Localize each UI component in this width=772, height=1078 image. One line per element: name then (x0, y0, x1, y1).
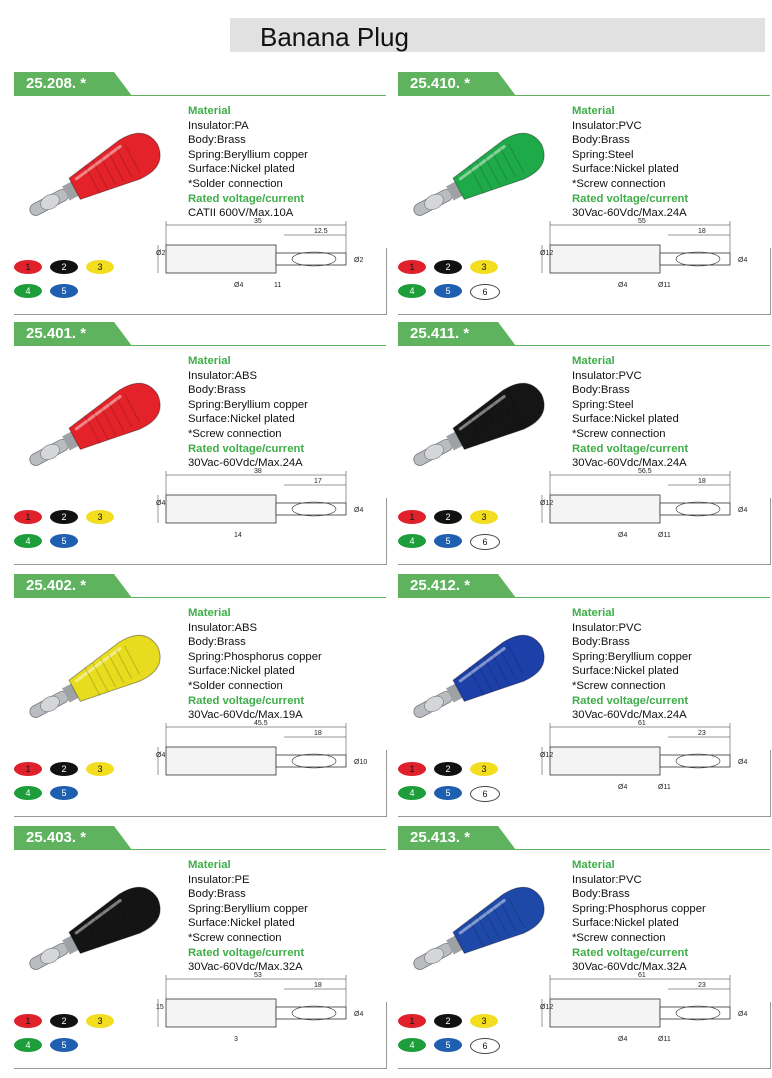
dimension-label: Ø4 (738, 257, 748, 264)
spring-spec: Spring:Beryllium copper (188, 398, 308, 411)
color-option-dot: 5 (50, 284, 78, 298)
surface-spec: Surface:Nickel plated (188, 163, 295, 176)
product-card (14, 826, 386, 1076)
color-option-dot: 1 (398, 260, 426, 274)
dimension-label: 18 (314, 730, 322, 737)
dimension-label: Ø4 (738, 1011, 748, 1018)
color-option-dot: 2 (434, 762, 462, 776)
body-spec: Body:Brass (188, 134, 246, 147)
surface-spec: Surface:Nickel plated (188, 917, 295, 930)
product-card (14, 72, 386, 322)
color-option-dot: 2 (434, 510, 462, 524)
spec-list (572, 606, 692, 723)
section-divider (398, 95, 770, 96)
color-option-dot: 4 (398, 284, 426, 298)
material-heading: Material (188, 105, 231, 117)
dimension-label: Ø11 (658, 282, 671, 289)
insulator-spec: Insulator:PE (188, 873, 250, 886)
product-card (398, 72, 770, 322)
color-option-dot: 6 (470, 1038, 500, 1054)
dimension-label: Ø11 (658, 784, 671, 791)
product-code: 25.413. * (410, 829, 471, 846)
dimension-label: 45.5 (254, 720, 268, 727)
material-heading: Material (572, 859, 615, 871)
product-code: 25.402. * (26, 577, 87, 594)
dimension-label: 61 (638, 720, 646, 727)
color-option-dot: 2 (50, 510, 78, 524)
insulator-spec: Insulator:PVC (572, 621, 642, 634)
color-option-dot: 3 (86, 1014, 114, 1028)
dimension-label: 14 (234, 532, 242, 539)
insulator-spec: Insulator:PVC (572, 369, 642, 382)
color-option-dot: 2 (50, 260, 78, 274)
dimension-label: 56.5 (638, 468, 652, 475)
page-title: Banana Plug (260, 22, 409, 52)
product-card (398, 322, 770, 572)
color-option-dot: 3 (470, 1014, 498, 1028)
rating-spec: CATII 600V/Max.10A (188, 207, 294, 220)
color-option-dot: 5 (50, 1038, 78, 1052)
rating-heading: Rated voltage/current (572, 946, 689, 959)
color-option-dot: 2 (50, 1014, 78, 1028)
color-option-dot: 5 (434, 1038, 462, 1052)
material-heading: Material (572, 355, 615, 367)
color-option-dot: 3 (86, 260, 114, 274)
spec-list (188, 354, 308, 471)
surface-spec: Surface:Nickel plated (188, 413, 295, 426)
color-options (14, 260, 134, 310)
color-option-dot: 5 (50, 786, 78, 800)
insulator-spec: Insulator:ABS (188, 621, 258, 634)
dimension-label: 38 (254, 468, 262, 475)
dimension-label: Ø12 (540, 500, 554, 507)
rating-heading: Rated voltage/current (188, 442, 305, 455)
section-divider (14, 597, 386, 598)
color-option-dot: 6 (470, 534, 500, 550)
surface-spec: Surface:Nickel plated (572, 163, 679, 176)
rating-spec: 30Vac-60Vdc/Max.24A (572, 207, 687, 220)
product-code: 25.411. * (410, 325, 470, 342)
dimension-label: Ø4 (156, 752, 166, 759)
surface-spec: Surface:Nickel plated (572, 413, 679, 426)
connection-spec: *Screw connection (572, 679, 666, 692)
dimension-label: Ø4 (354, 1011, 364, 1018)
connection-spec: *Screw connection (188, 427, 282, 440)
material-heading: Material (572, 105, 615, 117)
dimension-label: Ø4 (738, 507, 748, 514)
color-option-dot: 6 (470, 786, 500, 802)
color-option-dot: 5 (50, 534, 78, 548)
insulator-spec: Insulator:PVC (572, 873, 642, 886)
dimension-label: Ø12 (540, 752, 554, 759)
rating-spec: 30Vac-60Vdc/Max.24A (572, 457, 687, 470)
dimension-label: 15 (156, 1004, 164, 1011)
product-code: 25.410. * (410, 75, 471, 92)
dimension-label: Ø4 (618, 1036, 628, 1043)
color-option-dot: 3 (470, 510, 498, 524)
color-option-dot: 4 (14, 1038, 42, 1052)
product-card (14, 574, 386, 824)
material-heading: Material (188, 607, 231, 619)
spring-spec: Spring:Steel (572, 398, 634, 411)
connection-spec: *Solder connection (188, 679, 283, 692)
section-divider (14, 849, 386, 850)
color-option-dot: 2 (434, 1014, 462, 1028)
color-options (14, 510, 134, 560)
color-option-dot: 4 (14, 284, 42, 298)
color-option-dot: 5 (434, 786, 462, 800)
dimension-label: Ø4 (156, 500, 166, 507)
product-card (14, 322, 386, 572)
connection-spec: *Screw connection (188, 931, 282, 944)
color-options (398, 260, 518, 310)
color-option-dot: 6 (470, 284, 500, 300)
color-options (398, 762, 518, 812)
color-options (398, 1014, 518, 1064)
spring-spec: Spring:Beryllium copper (188, 902, 308, 915)
dimension-label: 55 (638, 218, 646, 225)
color-option-dot: 3 (86, 762, 114, 776)
color-option-dot: 5 (434, 284, 462, 298)
spec-list (572, 104, 688, 221)
color-option-dot: 1 (398, 510, 426, 524)
insulator-spec: Insulator:PVC (572, 119, 642, 132)
spec-list (572, 858, 706, 975)
dimension-drawing (538, 971, 763, 1049)
dimension-label: Ø2 (156, 250, 166, 257)
section-divider (398, 597, 770, 598)
connection-spec: *Screw connection (572, 427, 666, 440)
rating-spec: 30Vac-60Vdc/Max.32A (188, 961, 303, 974)
dimension-label: 3 (234, 1036, 238, 1043)
body-spec: Body:Brass (188, 636, 246, 649)
body-spec: Body:Brass (572, 636, 630, 649)
dimension-label: 18 (314, 982, 322, 989)
color-options (14, 1014, 134, 1064)
dimension-label: 23 (698, 730, 706, 737)
color-option-dot: 1 (398, 762, 426, 776)
body-spec: Body:Brass (572, 888, 630, 901)
rating-heading: Rated voltage/current (572, 694, 689, 707)
material-heading: Material (572, 607, 615, 619)
spring-spec: Spring:Steel (572, 148, 634, 161)
rating-heading: Rated voltage/current (572, 442, 689, 455)
color-option-dot: 3 (470, 260, 498, 274)
color-option-dot: 1 (14, 762, 42, 776)
section-divider (398, 345, 770, 346)
dimension-drawing (538, 217, 763, 295)
spring-spec: Spring:Phosphorus copper (188, 650, 322, 663)
color-option-dot: 4 (14, 534, 42, 548)
section-divider (14, 345, 386, 346)
product-code: 25.412. * (410, 577, 471, 594)
color-option-dot: 4 (398, 1038, 426, 1052)
rating-heading: Rated voltage/current (188, 192, 305, 205)
insulator-spec: Insulator:PA (188, 119, 249, 132)
surface-spec: Surface:Nickel plated (572, 665, 679, 678)
body-spec: Body:Brass (188, 888, 246, 901)
connection-spec: *Screw connection (572, 177, 666, 190)
dimension-label: Ø4 (618, 532, 628, 539)
section-divider (14, 95, 386, 96)
spring-spec: Spring:Phosphorus copper (572, 902, 706, 915)
spring-spec: Spring:Beryllium copper (572, 650, 692, 663)
surface-spec: Surface:Nickel plated (188, 665, 295, 678)
dimension-label: 23 (698, 982, 706, 989)
color-option-dot: 3 (470, 762, 498, 776)
rating-spec: 30Vac-60Vdc/Max.32A (572, 961, 687, 974)
product-code: 25.403. * (26, 829, 87, 846)
material-heading: Material (188, 355, 231, 367)
body-spec: Body:Brass (572, 134, 630, 147)
spring-spec: Spring:Beryllium copper (188, 148, 308, 161)
product-card (398, 826, 770, 1076)
rating-heading: Rated voltage/current (188, 694, 305, 707)
rating-spec: 30Vac-60Vdc/Max.24A (572, 709, 687, 722)
dimension-label: 35 (254, 218, 262, 225)
dimension-label: Ø4 (234, 282, 244, 289)
surface-spec: Surface:Nickel plated (572, 917, 679, 930)
spec-list (188, 104, 308, 221)
color-option-dot: 2 (50, 762, 78, 776)
dimension-drawing (538, 719, 763, 797)
color-option-dot: 5 (434, 534, 462, 548)
dimension-drawing (154, 217, 379, 295)
product-code: 25.208. * (26, 75, 87, 92)
material-heading: Material (188, 859, 231, 871)
insulator-spec: Insulator:ABS (188, 369, 258, 382)
rating-spec: 30Vac-60Vdc/Max.19A (188, 709, 303, 722)
rating-spec: 30Vac-60Vdc/Max.24A (188, 457, 303, 470)
dimension-label: Ø4 (618, 282, 628, 289)
body-spec: Body:Brass (572, 384, 630, 397)
dimension-label: Ø11 (658, 1036, 671, 1043)
dimension-label: Ø2 (354, 257, 364, 264)
spec-list (188, 858, 308, 975)
dimension-label: 18 (698, 478, 706, 485)
spec-list (188, 606, 322, 723)
rating-heading: Rated voltage/current (188, 946, 305, 959)
title-bar (230, 18, 765, 52)
color-option-dot: 4 (398, 786, 426, 800)
color-option-dot: 1 (14, 510, 42, 524)
color-options (398, 510, 518, 560)
dimension-label: 12.5 (314, 228, 328, 235)
product-code: 25.401. * (26, 325, 87, 342)
dimension-label: Ø4 (618, 784, 628, 791)
dimension-drawing (154, 971, 379, 1049)
spec-list (572, 354, 688, 471)
dimension-label: 18 (698, 228, 706, 235)
rating-heading: Rated voltage/current (572, 192, 689, 205)
connection-spec: *Screw connection (572, 931, 666, 944)
connection-spec: *Solder connection (188, 177, 283, 190)
dimension-drawing (154, 719, 379, 797)
body-spec: Body:Brass (188, 384, 246, 397)
color-option-dot: 4 (398, 534, 426, 548)
dimension-label: 17 (314, 478, 322, 485)
section-divider (398, 849, 770, 850)
dimension-label: Ø4 (354, 507, 364, 514)
dimension-label: 61 (638, 972, 646, 979)
color-option-dot: 3 (86, 510, 114, 524)
dimension-label: Ø10 (354, 759, 368, 766)
dimension-label: Ø11 (658, 532, 671, 539)
color-option-dot: 2 (434, 260, 462, 274)
color-option-dot: 4 (14, 786, 42, 800)
dimension-label: Ø12 (540, 1004, 554, 1011)
color-options (14, 762, 134, 812)
dimension-label: 53 (254, 972, 262, 979)
dimension-label: Ø4 (738, 759, 748, 766)
dimension-label: 11 (274, 282, 282, 289)
color-option-dot: 1 (14, 260, 42, 274)
dimension-drawing (538, 467, 763, 545)
color-option-dot: 1 (14, 1014, 42, 1028)
color-option-dot: 1 (398, 1014, 426, 1028)
dimension-drawing (154, 467, 379, 545)
dimension-label: Ø12 (540, 250, 554, 257)
product-card (398, 574, 770, 824)
